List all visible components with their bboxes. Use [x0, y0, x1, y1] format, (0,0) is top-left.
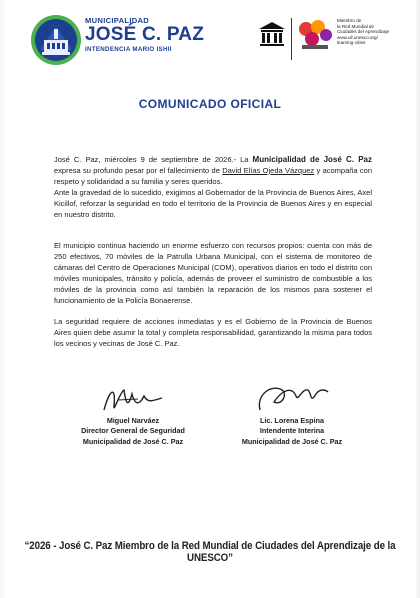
municipality-name: JOSÉ C. PAZ: [85, 24, 205, 45]
footer-slogan: “2026 - José C. Paz Miembro de la Red Mundial de Ciudades del Aprendizaje de la UNESCO”: [24, 540, 396, 564]
signer-left-name: Miguel Narváez: [106, 416, 160, 425]
unesco-line-5: learning-cities: [337, 40, 366, 46]
signer-right-role: Intendente Interina: [259, 426, 325, 436]
signature-block-right: [232, 380, 352, 447]
municipality-wordmark: [85, 16, 204, 53]
municipality-subtitle: INTENDENCIA MARIO ISHII: [85, 46, 172, 53]
intro-date: José C. Paz, miércoles 9 de septiembre de 2026.- La: [54, 155, 253, 164]
unesco-network-text: [337, 18, 409, 46]
signer-left-role: Director General de Seguridad: [81, 426, 185, 436]
signature-icon: [98, 382, 168, 416]
paragraph-resources: El municipio continua haciendo un enorme esfuerzo con recursos propios: cuenta con más de 250 efectivos, 70 móviles de la Patrulla Urbana Municipal, con el sistema de monitoreo de cámaras del Centro de Operaciones Municipal (COM), operativos diarios en todo el distrito con móviles municipales, tránsito y policía, además de proveer el suministro de combustible a los móviles de la provincia como así también la reparación de los mismos para sostener el funcionamiento de la Policía Bonaerense.: [54, 241, 372, 305]
unesco-line-1: Miembro de: [337, 18, 362, 23]
deceased-name: David Elías Ojeda Vázquez: [222, 165, 315, 175]
signer-right-name: Lic. Lorena Espina: [260, 416, 324, 425]
unesco-line-3: Ciudades del Aprendizaje: [337, 29, 390, 35]
intro-middle: expresa su profundo pesar por el fallecimiento de: [54, 165, 223, 175]
unesco-line-2: la Red Mundial de: [337, 23, 375, 29]
unesco-temple-icon: [257, 19, 287, 49]
unesco-line-4: www.uil.unesco.org/: [337, 34, 378, 40]
municipal-emblem-icon: [30, 14, 82, 66]
signer-left-org: Municipalidad de José C. Paz: [82, 436, 184, 446]
signature-icon: [252, 380, 332, 416]
intro-organization: Municipalidad de José C. Paz: [252, 155, 372, 164]
municipality-label: MUNICIPALIDAD: [85, 16, 150, 25]
paragraph-demand: Ante la gravedad de lo sucedido, exigimos al Gobernador de la Provincia de Buenos Aires, Axel Kicillof, reforzar la seguridad en todo el territorio de la Provincia de Buenos Aires y en especial en nuestro distrito.: [54, 188, 372, 219]
paragraph-responsibility: La seguridad requiere de acciones inmediatas y es el Gobierno de la Provincia de Buenos Aires quien debe asumir la total y completa responsabilidad, garantizando la misma para todos los vecinos y vecinas de José C. Paz.: [54, 317, 372, 348]
unesco-divider: [291, 18, 292, 60]
paragraph-intro: [54, 155, 372, 188]
learning-cities-logo-icon: [296, 17, 334, 53]
signer-right-org: Municipalidad de José C. Paz: [241, 436, 343, 446]
signature-block-left: [63, 382, 203, 447]
intro-end: y acompaña con respeto y solidaridad a su familia y seres queridos.: [54, 165, 372, 186]
page-title: COMUNICADO OFICIAL: [138, 97, 282, 111]
